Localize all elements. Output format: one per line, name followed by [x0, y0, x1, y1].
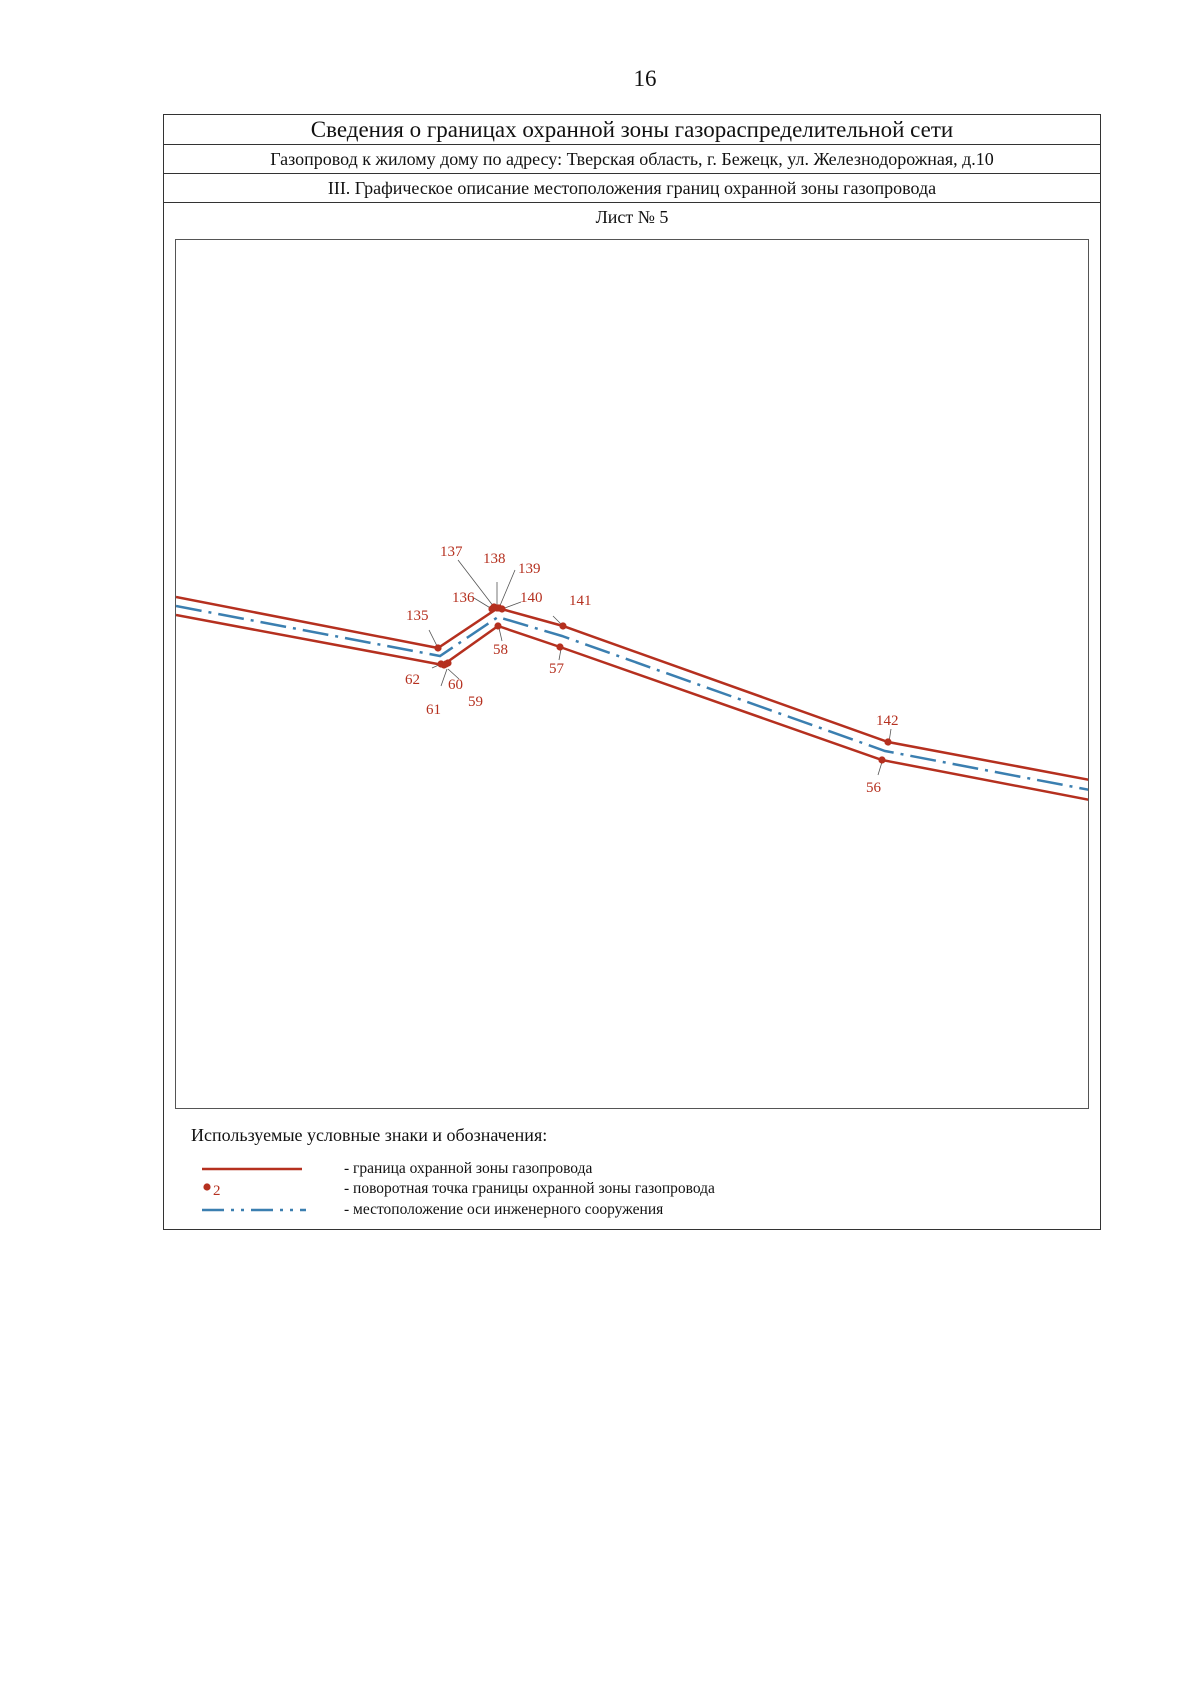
label-62: 62	[405, 672, 420, 688]
label-57: 57	[549, 661, 564, 677]
section-heading: III. Графическое описание местоположения границ охранной зоны газопровода	[164, 174, 1100, 203]
legend-item-boundary	[164, 1159, 1064, 1179]
boundary-line-symbol	[202, 1159, 306, 1179]
document-frame	[163, 114, 1101, 1230]
label-142: 142	[876, 713, 899, 729]
leader-lines	[429, 560, 891, 775]
axis-line-symbol	[202, 1200, 306, 1220]
point-140	[498, 605, 505, 612]
label-136: 136	[452, 590, 475, 606]
boundary-line-lower	[176, 615, 1089, 800]
label-56: 56	[866, 780, 881, 796]
object-description: Газопровод к жилому дому по адресу: Тверская область, г. Бежецк, ул. Железнодорожная, д.10	[164, 145, 1100, 174]
legend-text-axis: - местоположение оси инженерного сооружения	[344, 1201, 664, 1218]
label-58: 58	[493, 642, 508, 658]
point-56	[878, 756, 885, 763]
point-59	[444, 659, 451, 666]
label-141: 141	[569, 593, 592, 609]
document-title: Сведения о границах охранной зоны газораспределительной сети	[164, 115, 1100, 145]
boundary-map	[175, 239, 1089, 1109]
legend-item-axis	[164, 1200, 1064, 1220]
point-58	[494, 622, 501, 629]
page-number: 16	[633, 66, 657, 91]
point-57	[556, 643, 563, 650]
axis-line	[176, 606, 1089, 790]
label-60: 60	[448, 677, 463, 693]
legend-text-point: - поворотная точка границы охранной зоны газопровода	[344, 1180, 715, 1197]
label-59: 59	[468, 694, 483, 710]
sheet-label: Лист № 5	[595, 207, 669, 227]
label-140: 140	[520, 590, 543, 606]
label-137: 137	[440, 544, 463, 560]
legend-point-sample: 2	[213, 1183, 221, 1199]
point-135	[434, 644, 441, 651]
legend-item-point	[164, 1179, 1064, 1199]
boundary-map-drawing	[176, 240, 1089, 1109]
legend-title: Используемые условные знаки и обозначения:	[191, 1125, 548, 1145]
boundary-line-upper	[176, 597, 1089, 780]
label-139: 139	[518, 561, 541, 577]
label-61: 61	[426, 702, 441, 718]
point-141	[559, 622, 566, 629]
legend-text-boundary: - граница охранной зоны газопровода	[344, 1160, 593, 1177]
turning-point-symbol	[202, 1179, 306, 1199]
label-138: 138	[483, 551, 506, 567]
label-135: 135	[406, 608, 429, 624]
point-142	[884, 738, 891, 745]
